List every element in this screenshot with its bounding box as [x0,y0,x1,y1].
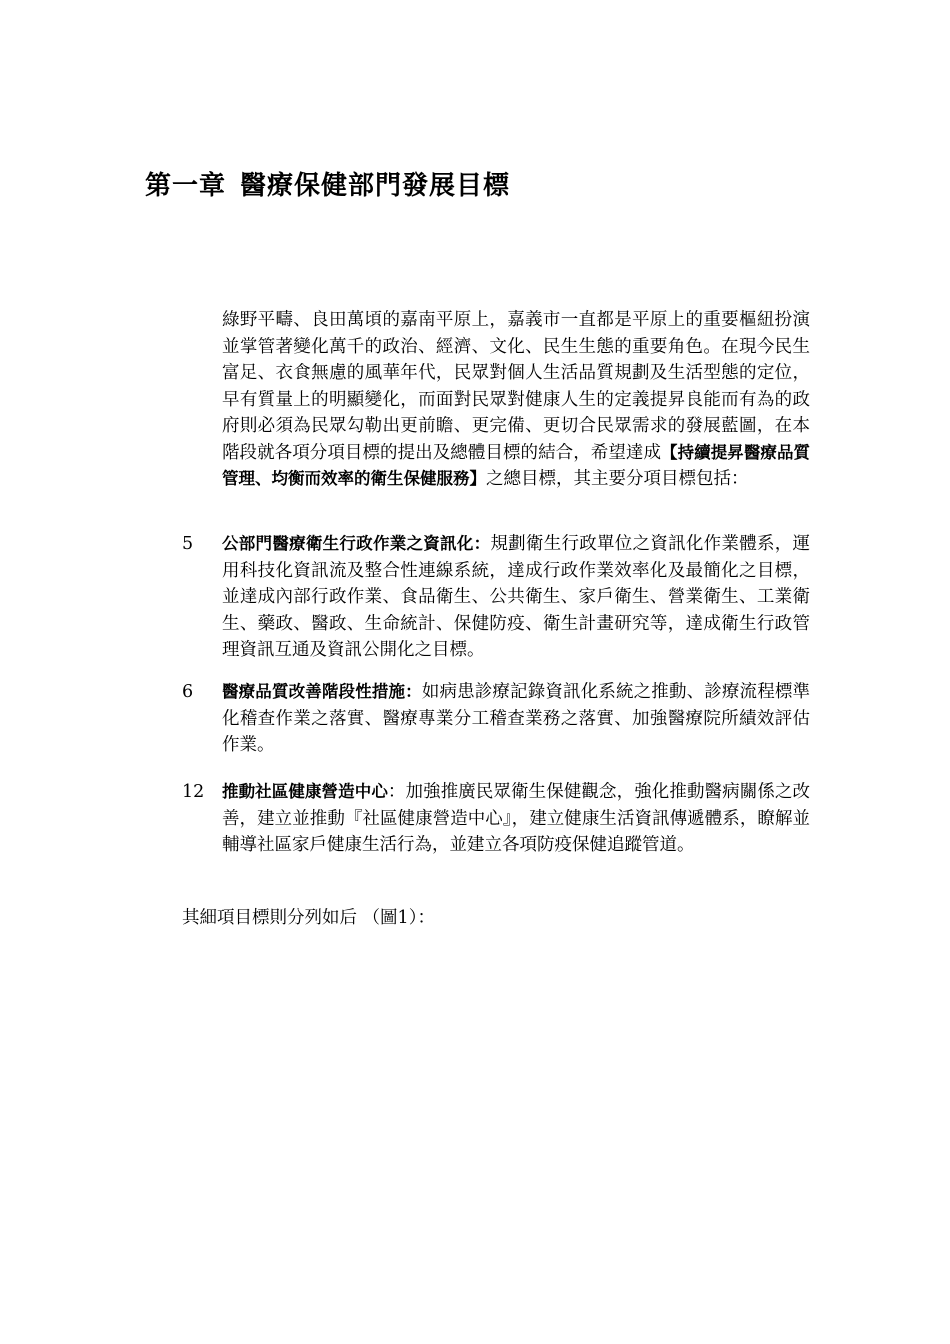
intro-overall-goal: 【持續提昇醫療品質管理、均衡而效率的衛生保健服務】 [222,442,811,488]
chapter-title [145,165,510,202]
closing-line: 其細項目標則分列如后 （圖1）： [182,908,435,928]
goal-item-number: 6 [182,682,194,702]
intro-paragraph [222,307,810,493]
goal-item-body [222,779,810,859]
goal-item-heading: 推動社區健康營造中心 [222,782,388,801]
goal-item-body [222,679,810,759]
goal-item-heading: 醫療品質改善階段性措施： [222,682,422,701]
goal-item-community-health [182,779,810,859]
goal-item-text: 規劃衛生行政單位之資訊化作業體系，運用科技化資訊流及整合性連線系統，達成行政作業效率化及最簡化之目標，並達成內部行政作業、食品衛生、公共衛生、家戶衛生、營業衛生、工業衛生、藥政、醫政、生命統計、保健防疫、衛生計畫研究等，達成衛生行政管理資訊互通及資訊公開化之目標。 [222,534,811,660]
goal-item-number: 12 [182,782,205,802]
goal-item-number: 5 [182,534,194,554]
goal-item-heading: 公部門醫療衛生行政作業之資訊化： [222,534,491,553]
goal-item-text: 如病患診療記錄資訊化系統之推動、診療流程標準化稽查作業之落實、醫療專業分工稽查業務之落實、加強醫療院所績效評估作業。 [222,682,811,755]
chapter-number: 第一章 [145,171,227,201]
intro-text-end: 之總目標，其主要分項目標包括： [486,469,749,489]
goal-item-informatization [182,531,810,664]
intro-text-start: 綠野平疇、良田萬頃的嘉南平原上，嘉義市一直都是平原上的重要樞紐扮演並掌管著變化萬千的政治、經濟、文化、民生生態的重要角色。在現今民生富足、衣食無慮的風華年代，民眾對個人生活品質規劃及生活型態的定位，早有質量上的明顯變化，而面對民眾對健康人生的定義提昇良能而有為的政府則必須為民眾勾勒出更前瞻、更完備、更切合民眾需求的發展藍圖，在本階段就各項分項目標的提出及總體目標的結合，希望達成 [222,310,810,463]
goal-item-quality-improvement [182,679,810,759]
chapter-title-text: 醫療保健部門發展目標 [240,171,511,201]
goal-item-text: ：加強推廣民眾衛生保健觀念，強化推動醫病關係之改善，建立並推動『社區健康營造中心』，建立健康生活資訊傳遞體系，瞭解並輔導社區家戶健康生活行為，並建立各項防疫保健追蹤管道。 [222,782,811,855]
goal-item-body [222,531,810,664]
